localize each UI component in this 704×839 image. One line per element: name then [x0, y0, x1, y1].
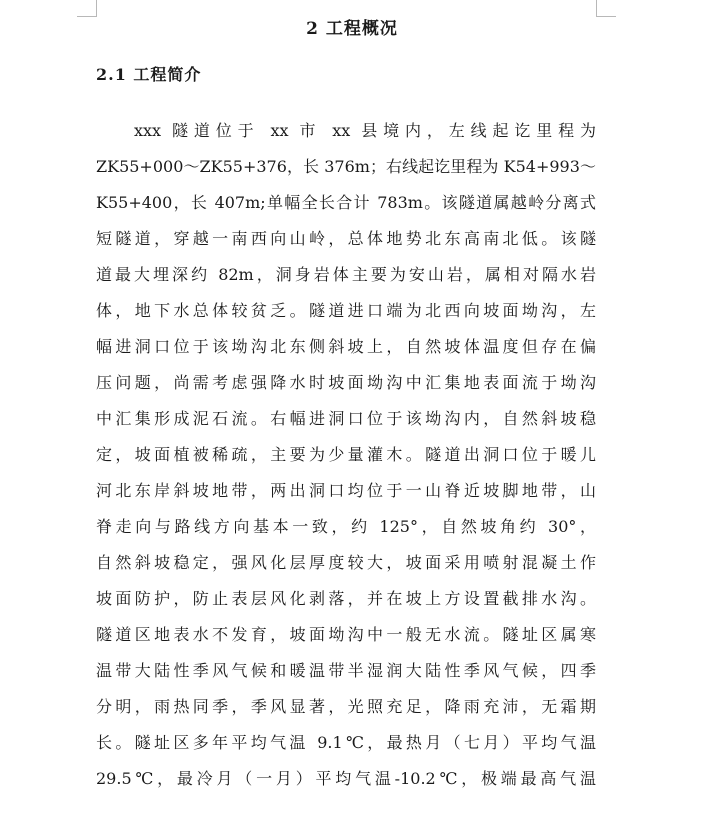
section-heading: 2.1 工程简介: [96, 65, 202, 84]
paragraph-line: 短隧道，穿越一南西向山岭，总体地势北东高南北低。该隧: [96, 229, 596, 248]
paragraph-line: 体，地下水总体较贫乏。隧道进口端为北西向坡面坳沟，左: [96, 301, 596, 320]
paragraph-line: 河北东岸斜坡地带，两出洞口均位于一山脊近坡脚地带，山: [96, 481, 596, 500]
crop-mark-top-right-vertical: [596, 0, 597, 17]
paragraph-line: 脊走向与路线方向基本一致，约 125°，自然坡角约 30°，: [96, 517, 596, 536]
paragraph-line: 压问题，尚需考虑强降水时坡面坳沟中汇集地表面流于坳沟: [96, 373, 596, 392]
chapter-title: 2 工程概况: [306, 19, 398, 39]
paragraph-line: ZK55+000～ZK55+376，长 376m；右线起讫里程为 K54+993～: [96, 157, 596, 176]
paragraph-line: 道最大埋深约 82m，洞身岩体主要为安山岩，属相对隔水岩: [96, 265, 596, 284]
paragraph-line: 中汇集形成泥石流。右幅进洞口位于该坳沟内，自然斜坡稳: [96, 409, 596, 428]
paragraph-line: 分明，雨热同季，季风显著，光照充足，降雨充沛，无霜期: [96, 697, 596, 716]
paragraph-line: 隧道区地表水不发育，坡面坳沟中一般无水流。隧址区属寒: [96, 625, 596, 644]
paragraph-line: 幅进洞口位于该坳沟北东侧斜坡上，自然坡体温度但存在偏: [96, 337, 596, 356]
body-paragraph: [96, 119, 596, 803]
paragraph-line: 长。隧址区多年平均气温 9.1℃，最热月（七月）平均气温: [96, 733, 596, 752]
paragraph-line: 坡面防护，防止表层风化剥落，并在坡上方设置截排水沟。: [96, 589, 596, 608]
paragraph-line: 29.5℃，最冷月（一月）平均气温-10.2℃，极端最高气温: [96, 769, 596, 788]
paragraph-line: 定，坡面植被稀疏，主要为少量灌木。隧道出洞口位于暖儿: [96, 445, 596, 464]
paragraph-line: xxx 隧道位于 xx 市 xx 县境内，左线起讫里程为: [134, 121, 596, 140]
paragraph-line: 自然斜坡稳定，强风化层厚度较大，坡面采用喷射混凝土作: [96, 553, 596, 572]
crop-mark-top-left-vertical: [96, 0, 97, 17]
paragraph-line: K55+400，长 407m;单幅全长合计 783m。该隧道属越岭分离式: [96, 193, 596, 212]
paragraph-line: 温带大陆性季风气候和暖温带半湿润大陆性季风气候，四季: [96, 661, 596, 680]
